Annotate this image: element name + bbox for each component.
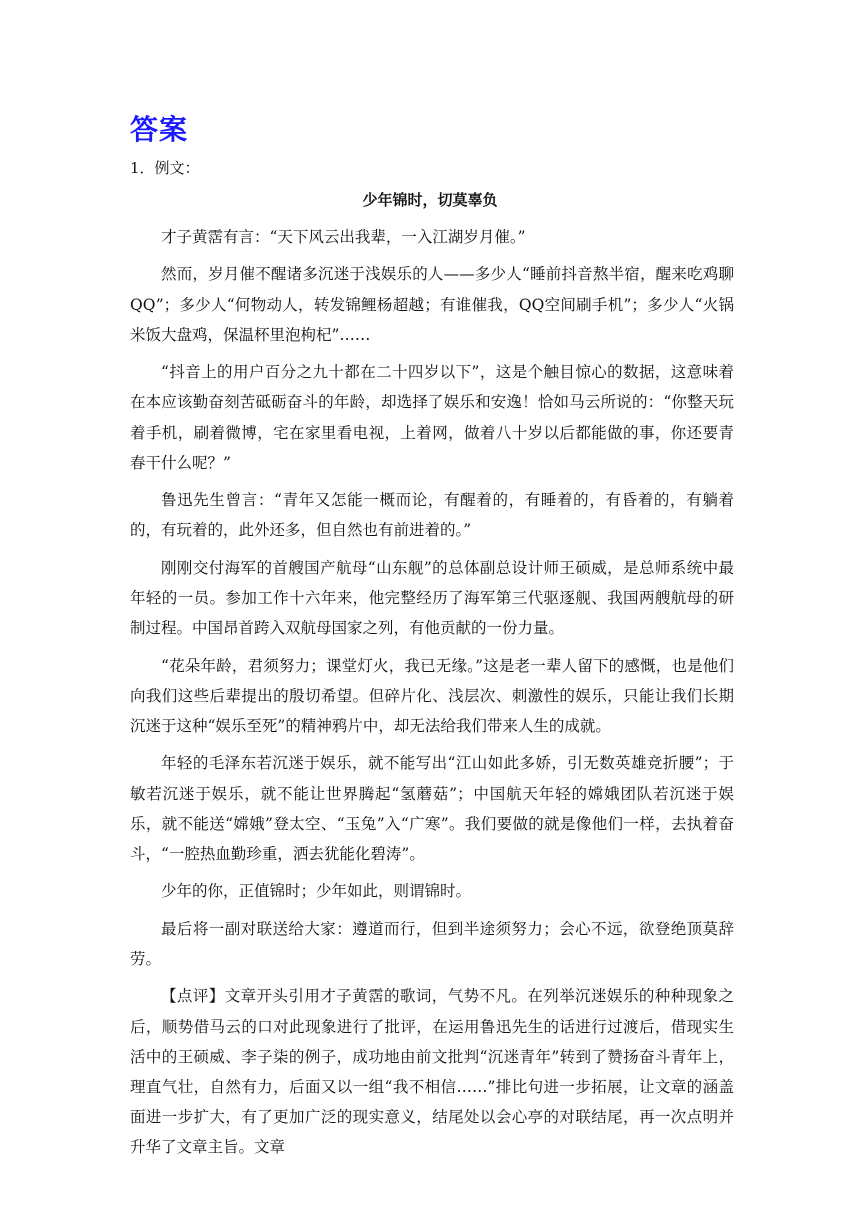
comment-text: 文章开头引用才子黄霑的歌词，气势不凡。在列举沉迷娱乐的种种现象之后，顺势借马云的口对此现象进行了批评，在运用鲁迅先生的话进行过渡后，借现实生活中的王硕威、李子柒的例子，成功地由前文批判“沉迷青年”转到了赞扬奋斗青年上，理直气壮，自然有力，后面又以一组“我不相信……”排比句进一步拓展，让文章的涵盖面进一步扩大，有了更加广泛的现实意义，结尾处以会心亭的对联结尾，再一次点明并升华了文章主旨。文章 xyxy=(130,987,734,1157)
essay-paragraph: “抖音上的用户百分之九十都在二十四岁以下”，这是个触目惊心的数据，这意味着在本应该勤奋刻苦砥砺奋斗的年龄，却选择了娱乐和安逸！恰如马云所说的：“你整天玩着手机，刷着微博，宅在家里看电视，上着网，做着八十岁以后都能做的事，你还要青春干什么呢？” xyxy=(130,363,734,472)
essay-body xyxy=(130,222,734,1170)
essay-paragraph: 少年的你，正值锦时；少年如此，则谓锦时。 xyxy=(161,882,472,901)
comment-paragraph xyxy=(130,981,734,1162)
essay-paragraph: 最后将一副对联送给大家：遵道而行，但到半途须努力；会心不远，欲登绝顶莫辞劳。 xyxy=(130,919,734,968)
essay-paragraph: 鲁迅先生曾言：“青年又怎能一概而论，有醒着的，有睡着的，有昏着的，有躺着的，有玩着的，此外还多，但自然也有前进着的。” xyxy=(130,491,734,540)
question-number: 1．例文： xyxy=(130,159,200,177)
essay-paragraph: 然而，岁月催不醒诸多沉迷于浅娱乐的人——多少人“睡前抖音熬半宿，醒来吃鸡聊QQ”；多少人“何物动人，转发锦鲤杨超越；有谁催我，QQ空间刷手机”；多少人“火锅米饭大盘鸡，保温杯里泡枸杞”…… xyxy=(130,265,734,344)
essay-paragraph: “花朵年龄，君须努力；课堂灯火，我已无缘。”这是老一辈人留下的感慨，也是他们向我们这些后辈提出的殷切希望。但碎片化、浅层次、刺激性的娱乐，只能让我们长期沉迷于这种“娱乐至死”的精神鸦片中，却无法给我们带来人生的成就。 xyxy=(130,656,734,735)
answer-heading: 答案 xyxy=(130,113,189,146)
essay-paragraph: 刚刚交付海军的首艘国产航母“山东舰”的总体副总设计师王硕威，是总师系统中最年轻的一员。参加工作十六年来，他完整经历了海军第三代驱逐舰、我国两艘航母的研制过程。中国昂首跨入双航母国家之列，有他贡献的一份力量。 xyxy=(130,558,734,638)
essay-paragraph: 年轻的毛泽东若沉迷于娱乐，就不能写出“江山如此多娇，引无数英雄竞折腰”；于敏若沉迷于娱乐，就不能让世界腾起“氢蘑菇”；中国航天年轻的嫦娥团队若沉迷于娱乐，就不能送“嫦娥”登太空、“玉兔”入“广寒”。我们要做的就是像他们一样，去执着奋斗，“一腔热血勤珍重，洒去犹能化碧涛”。 xyxy=(130,754,734,863)
essay-paragraph: 才子黄霑有言：“天下风云出我辈，一入江湖岁月催。” xyxy=(161,228,526,246)
essay-title: 少年锦时，切莫辜负 xyxy=(362,191,498,209)
comment-tag: 【点评】 xyxy=(161,987,225,1006)
